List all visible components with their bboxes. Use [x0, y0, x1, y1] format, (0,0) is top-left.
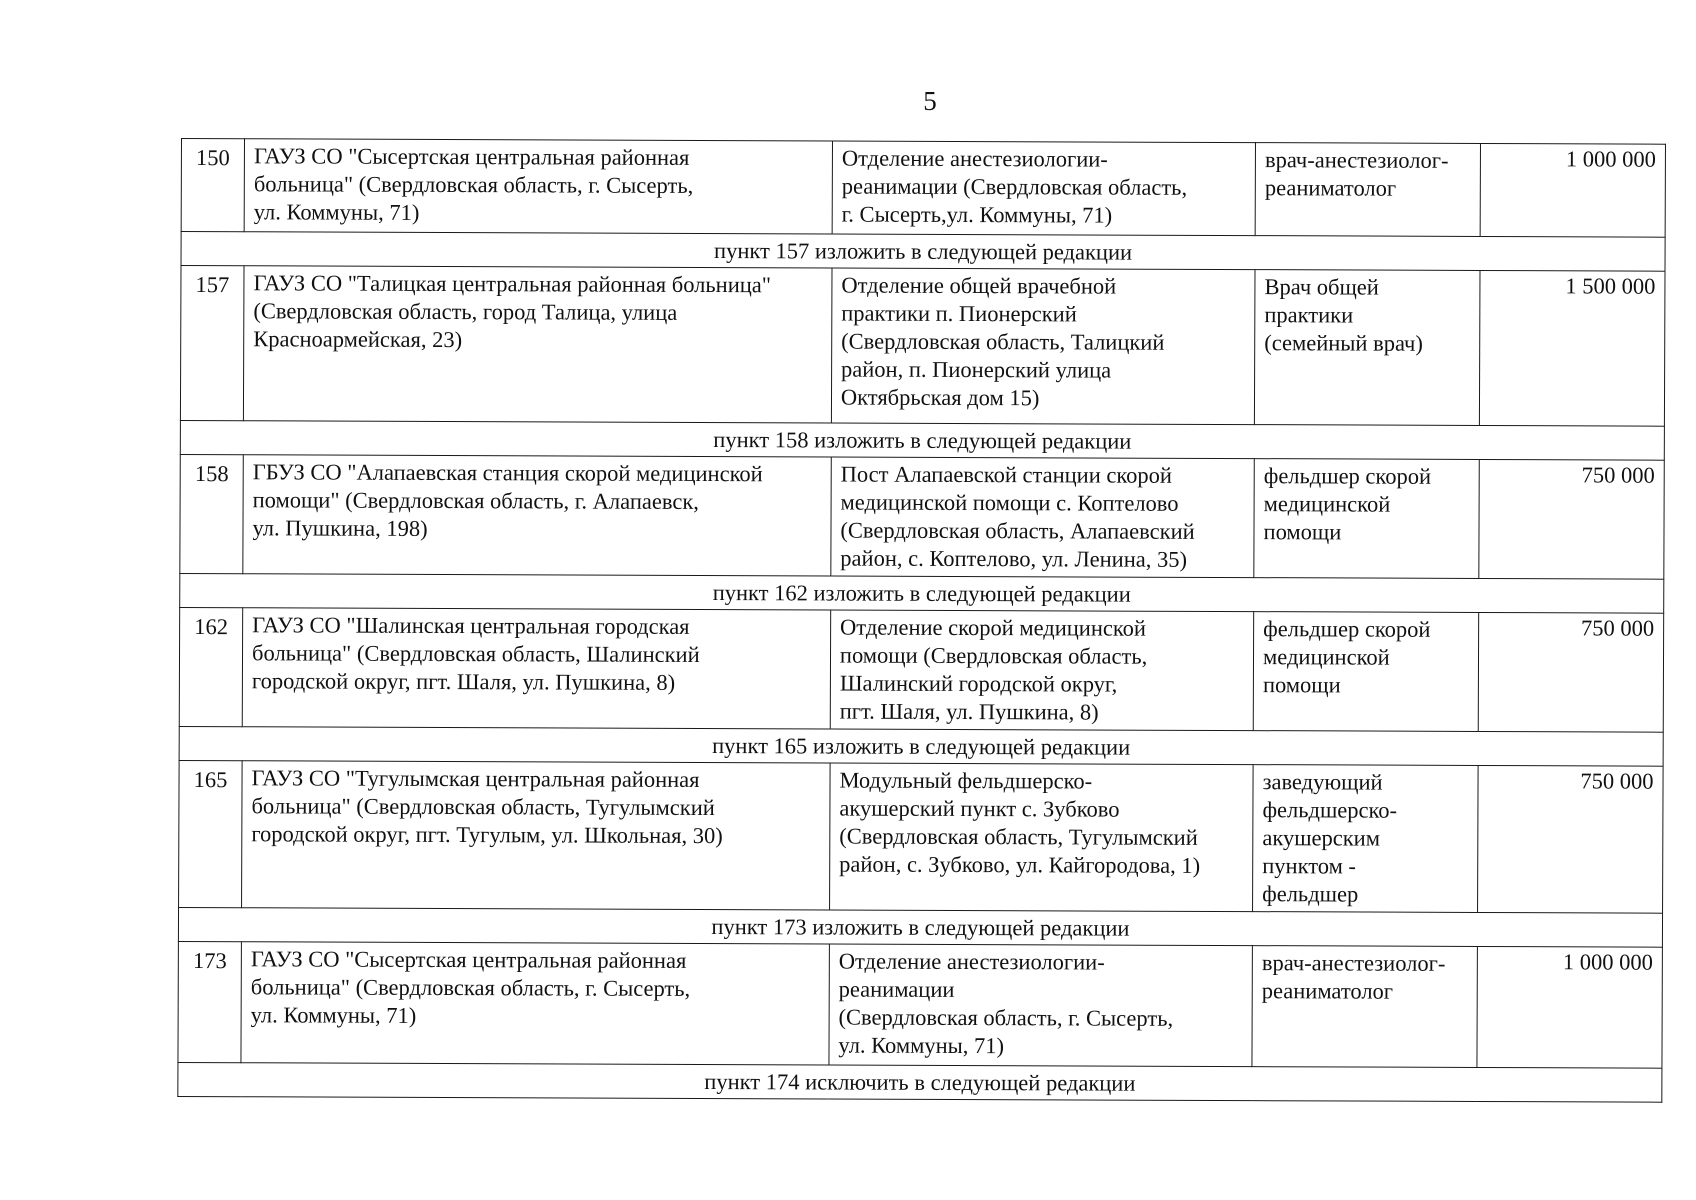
table-row [179, 607, 1663, 732]
row-number: 162 [179, 607, 243, 726]
position-cell: Врач общей практики (семейный врач) [1254, 270, 1479, 426]
note-row [180, 420, 1664, 460]
table-row [180, 454, 1664, 579]
table-row [179, 760, 1664, 913]
note-row [181, 232, 1665, 272]
row-number: 165 [179, 760, 243, 907]
amendment-note: пункт 174 исключить в следующей редакции [178, 1062, 1662, 1102]
organization-cell: ГАУЗ СО "Сысертская центральная районная больница" (Свердловская область, г. Сысерть, ул. Коммуны, 71) [244, 139, 832, 234]
amendment-note: пункт 165 изложить в следующей редакции [179, 726, 1663, 766]
amount-cell: 750 000 [1479, 459, 1665, 579]
positions-table [177, 138, 1666, 1103]
table-row [181, 139, 1665, 238]
table-row [178, 941, 1662, 1068]
department-cell: Отделение анестезиологии- реанимации (Свердловская область, г. Сысерть, ул. Коммуны, 71) [829, 944, 1253, 1067]
amendment-note: пункт 173 изложить в следующей редакции [178, 907, 1662, 947]
note-row [179, 726, 1663, 766]
position-cell: врач-анестезиолог- реаниматолог [1255, 143, 1480, 237]
row-number: 157 [180, 266, 244, 421]
position-cell: заведующий фельдшерско- акушерским пунктом - фельдшер [1253, 765, 1478, 913]
amount-cell: 1 000 000 [1477, 946, 1663, 1068]
position-cell: фельдшер скорой медицинской помощи [1254, 459, 1479, 579]
row-number: 173 [178, 941, 242, 1062]
amendment-note: пункт 158 изложить в следующей редакции [180, 420, 1664, 460]
department-cell: Отделение скорой медицинской помощи (Свердловская область, Шалинский городской округ, пгт. Шаля, ул. Пушкина, 8) [830, 610, 1254, 731]
department-cell: Отделение общей врачебной практики п. Пионерский (Свердловская область, Талицкий район, п. Пионерский улица Октябрьская дом 15) [831, 268, 1255, 425]
position-cell: врач-анестезиолог- реаниматолог [1252, 946, 1477, 1068]
note-row [178, 907, 1662, 947]
department-cell: Модульный фельдшерско- акушерский пункт с. Зубково (Свердловская область, Тугулымский район, с. Зубково, ул. Кайгородова, 1) [829, 763, 1253, 912]
organization-cell: ГАУЗ СО "Тугулымская центральная районная больница" (Свердловская область, Тугулымский городской округ, пгт. Тугулым, ул. Школьная, 30) [242, 761, 830, 910]
organization-cell: ГАУЗ СО "Сысертская центральная районная больница" (Свердловская область, г. Сысерть, ул. Коммуны, 71) [241, 942, 829, 1065]
table-row [180, 266, 1665, 427]
amount-cell: 1 000 000 [1480, 143, 1666, 237]
department-cell: Пост Алапаевской станции скорой медицинской помощи с. Коптелово (Свердловская область, Алапаевский район, с. Коптелово, ул. Ленина, 35) [831, 457, 1255, 578]
amendment-note: пункт 162 изложить в следующей редакции [180, 573, 1664, 613]
amount-cell: 750 000 [1477, 765, 1663, 913]
row-number: 158 [180, 454, 244, 573]
note-row [178, 1062, 1662, 1102]
row-number: 150 [181, 139, 244, 232]
organization-cell: ГАУЗ СО "Шалинская центральная городская больница" (Свердловская область, Шалинский городской округ, пгт. Шаля, ул. Пушкина, 8) [242, 608, 830, 729]
organization-cell: ГАУЗ СО "Талицкая центральная районная больница" (Свердловская область, город Талица, улица Красноармейская, 23) [243, 266, 831, 423]
note-row [180, 573, 1664, 613]
department-cell: Отделение анестезиологии- реанимации (Свердловская область, г. Сысерть,ул. Коммуны, 71) [832, 141, 1255, 236]
amount-cell: 1 500 000 [1479, 270, 1665, 426]
page-number: 5 [923, 86, 937, 116]
organization-cell: ГБУЗ СО "Алапаевская станция скорой медицинской помощи" (Свердловская область, г. Алапаевск, ул. Пушкина, 198) [243, 455, 831, 576]
position-cell: фельдшер скорой медицинской помощи [1253, 612, 1478, 732]
amendment-note: пункт 157 изложить в следующей редакции [181, 232, 1665, 272]
amount-cell: 750 000 [1478, 612, 1664, 732]
